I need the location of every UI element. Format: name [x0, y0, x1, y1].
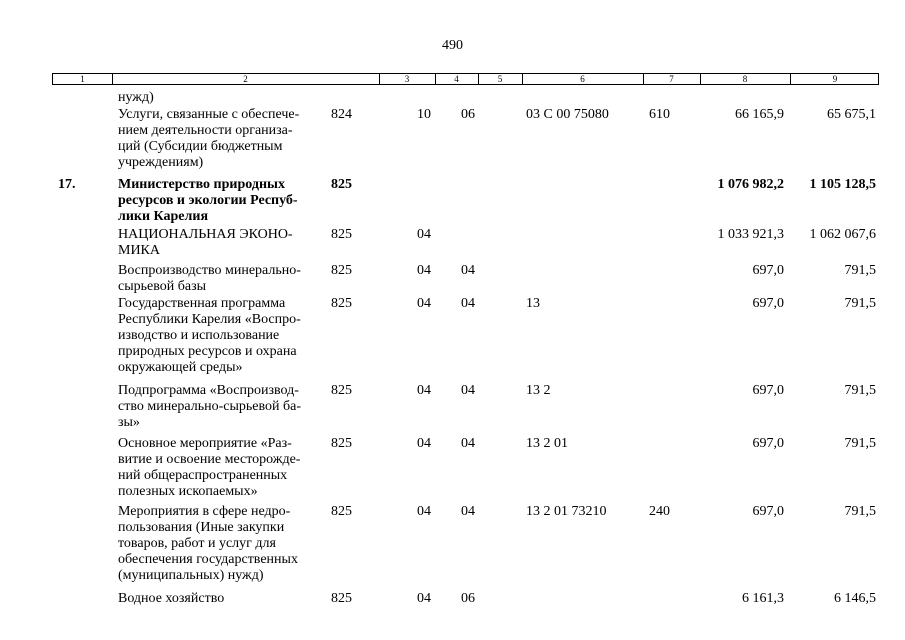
row-col-c7: 610 — [649, 107, 670, 122]
row-col-c8: 1 033 921,3 — [717, 227, 784, 242]
row-col-c5: 04 — [461, 504, 475, 519]
row-name — [118, 296, 318, 376]
row-col-c6: 13 2 01 73210 — [526, 504, 607, 519]
column-header-9: 9 — [832, 74, 838, 84]
row-name-line: витие и освоение месторожде- — [118, 452, 301, 467]
row-name-line: Водное хозяйство — [118, 591, 225, 606]
row-name — [118, 227, 318, 259]
row-col-c9: 1 062 067,6 — [809, 227, 876, 242]
row-col-c6: 13 2 01 — [526, 436, 568, 451]
row-name-line: ство минерально-сырьевой ба- — [118, 399, 301, 414]
row-name-line: нием деятельности организа- — [118, 123, 293, 138]
row-col-c5: 06 — [461, 591, 475, 606]
row-name-line: (муниципальных) нужд) — [118, 568, 264, 583]
row-col-c7: 240 — [649, 504, 670, 519]
column-header-2: 2 — [243, 74, 248, 84]
row-col-c3: 825 — [331, 591, 352, 606]
row-name-line: НАЦИОНАЛЬНАЯ ЭКОНО- — [118, 227, 293, 242]
row-col-c3: 825 — [331, 383, 352, 398]
row-col-c4: 04 — [417, 383, 431, 398]
row-col-c9: 791,5 — [844, 263, 876, 278]
row-col-c8: 697,0 — [752, 296, 784, 311]
row-name-line: Мероприятия в сфере недро- — [118, 504, 291, 519]
row-col-c8: 697,0 — [752, 383, 784, 398]
row-col-c4: 04 — [417, 227, 431, 242]
row-col-c9: 1 105 128,5 — [809, 177, 876, 192]
row-name-line: Министерство природных — [118, 177, 285, 192]
row-name-line: ресурсов и экологии Респуб- — [118, 193, 298, 208]
row-col-c4: 04 — [417, 436, 431, 451]
row-name-line: лики Карелия — [118, 209, 209, 224]
page-number: 490 — [442, 38, 463, 53]
row-name — [118, 107, 318, 171]
row-col-c6: 03 С 00 75080 — [526, 107, 609, 122]
row-col-c5: 04 — [461, 436, 475, 451]
row-name-line: окружающей среды» — [118, 360, 243, 375]
row-col-c9: 791,5 — [844, 383, 876, 398]
row-col-c9: 6 146,5 — [834, 591, 876, 606]
row-name-line: Услуги, связанные с обеспече- — [118, 107, 300, 122]
row-col-no: 17. — [58, 177, 76, 192]
row-name — [118, 436, 318, 500]
row-col-c4: 10 — [417, 107, 431, 122]
row-name-line: учреждениям) — [118, 155, 204, 170]
row-col-c6: 13 2 — [526, 383, 551, 398]
row-col-c3: 825 — [331, 296, 352, 311]
row-col-c3: 825 — [331, 263, 352, 278]
row-col-c9: 791,5 — [844, 436, 876, 451]
row-col-c3: 825 — [331, 177, 352, 192]
column-header-4: 4 — [454, 74, 459, 84]
row-col-c8: 697,0 — [752, 263, 784, 278]
column-header-row — [52, 73, 879, 85]
row-name-line: Республики Карелия «Воспро- — [118, 312, 301, 327]
row-col-c5: 04 — [461, 263, 475, 278]
row-col-c8: 66 165,9 — [735, 107, 784, 122]
row-col-c4: 04 — [417, 263, 431, 278]
column-header-1: 1 — [80, 74, 85, 84]
column-header-3: 3 — [404, 74, 410, 84]
row-name-line: природных ресурсов и охрана — [118, 344, 297, 359]
row-col-c8: 697,0 — [752, 436, 784, 451]
row-name-line: изводство и использование — [118, 328, 280, 343]
row-col-c3: 825 — [331, 436, 352, 451]
row-name-line: полезных ископаемых» — [118, 484, 258, 499]
row-col-c4: 04 — [417, 504, 431, 519]
row-name-line: ний общераспространенных — [118, 468, 288, 483]
row-name-line: Государственная программа — [118, 296, 286, 311]
row-name — [118, 90, 318, 106]
row-name-line: Основное мероприятие «Раз- — [118, 436, 292, 451]
row-name-line: обеспечения государственных — [118, 552, 298, 567]
row-col-c6: 13 — [526, 296, 540, 311]
row-col-c4: 04 — [417, 296, 431, 311]
row-name-line: зы» — [118, 415, 140, 430]
row-col-c9: 65 675,1 — [827, 107, 876, 122]
row-name — [118, 177, 318, 225]
row-name — [118, 591, 318, 607]
column-header-6: 6 — [580, 74, 585, 84]
row-name — [118, 504, 318, 584]
row-col-c3: 825 — [331, 227, 352, 242]
column-header-5: 5 — [497, 74, 503, 84]
row-name-line: Подпрограмма «Воспроизвод- — [118, 383, 299, 398]
row-name-line: пользования (Иные закупки — [118, 520, 285, 535]
column-header-8: 8 — [742, 74, 748, 84]
row-col-c8: 6 161,3 — [742, 591, 784, 606]
row-col-c5: 04 — [461, 296, 475, 311]
row-col-c4: 04 — [417, 591, 431, 606]
row-name-line: товаров, работ и услуг для — [118, 536, 276, 551]
row-col-c8: 697,0 — [752, 504, 784, 519]
row-col-c8: 1 076 982,2 — [717, 177, 784, 192]
row-name-line: МИКА — [118, 243, 161, 258]
row-col-c5: 06 — [461, 107, 475, 122]
row-col-c5: 04 — [461, 383, 475, 398]
row-name-line: Воспроизводство минерально- — [118, 263, 301, 278]
row-name-line: сырьевой базы — [118, 279, 206, 294]
row-col-c9: 791,5 — [844, 296, 876, 311]
row-name — [118, 263, 318, 295]
row-name-line: ций (Субсидии бюджетным — [118, 139, 283, 154]
row-name-line: нужд) — [118, 90, 154, 105]
row-name — [118, 383, 318, 431]
row-col-c9: 791,5 — [844, 504, 876, 519]
row-col-c3: 824 — [331, 107, 352, 122]
row-col-c3: 825 — [331, 504, 352, 519]
column-header-7: 7 — [669, 74, 674, 84]
